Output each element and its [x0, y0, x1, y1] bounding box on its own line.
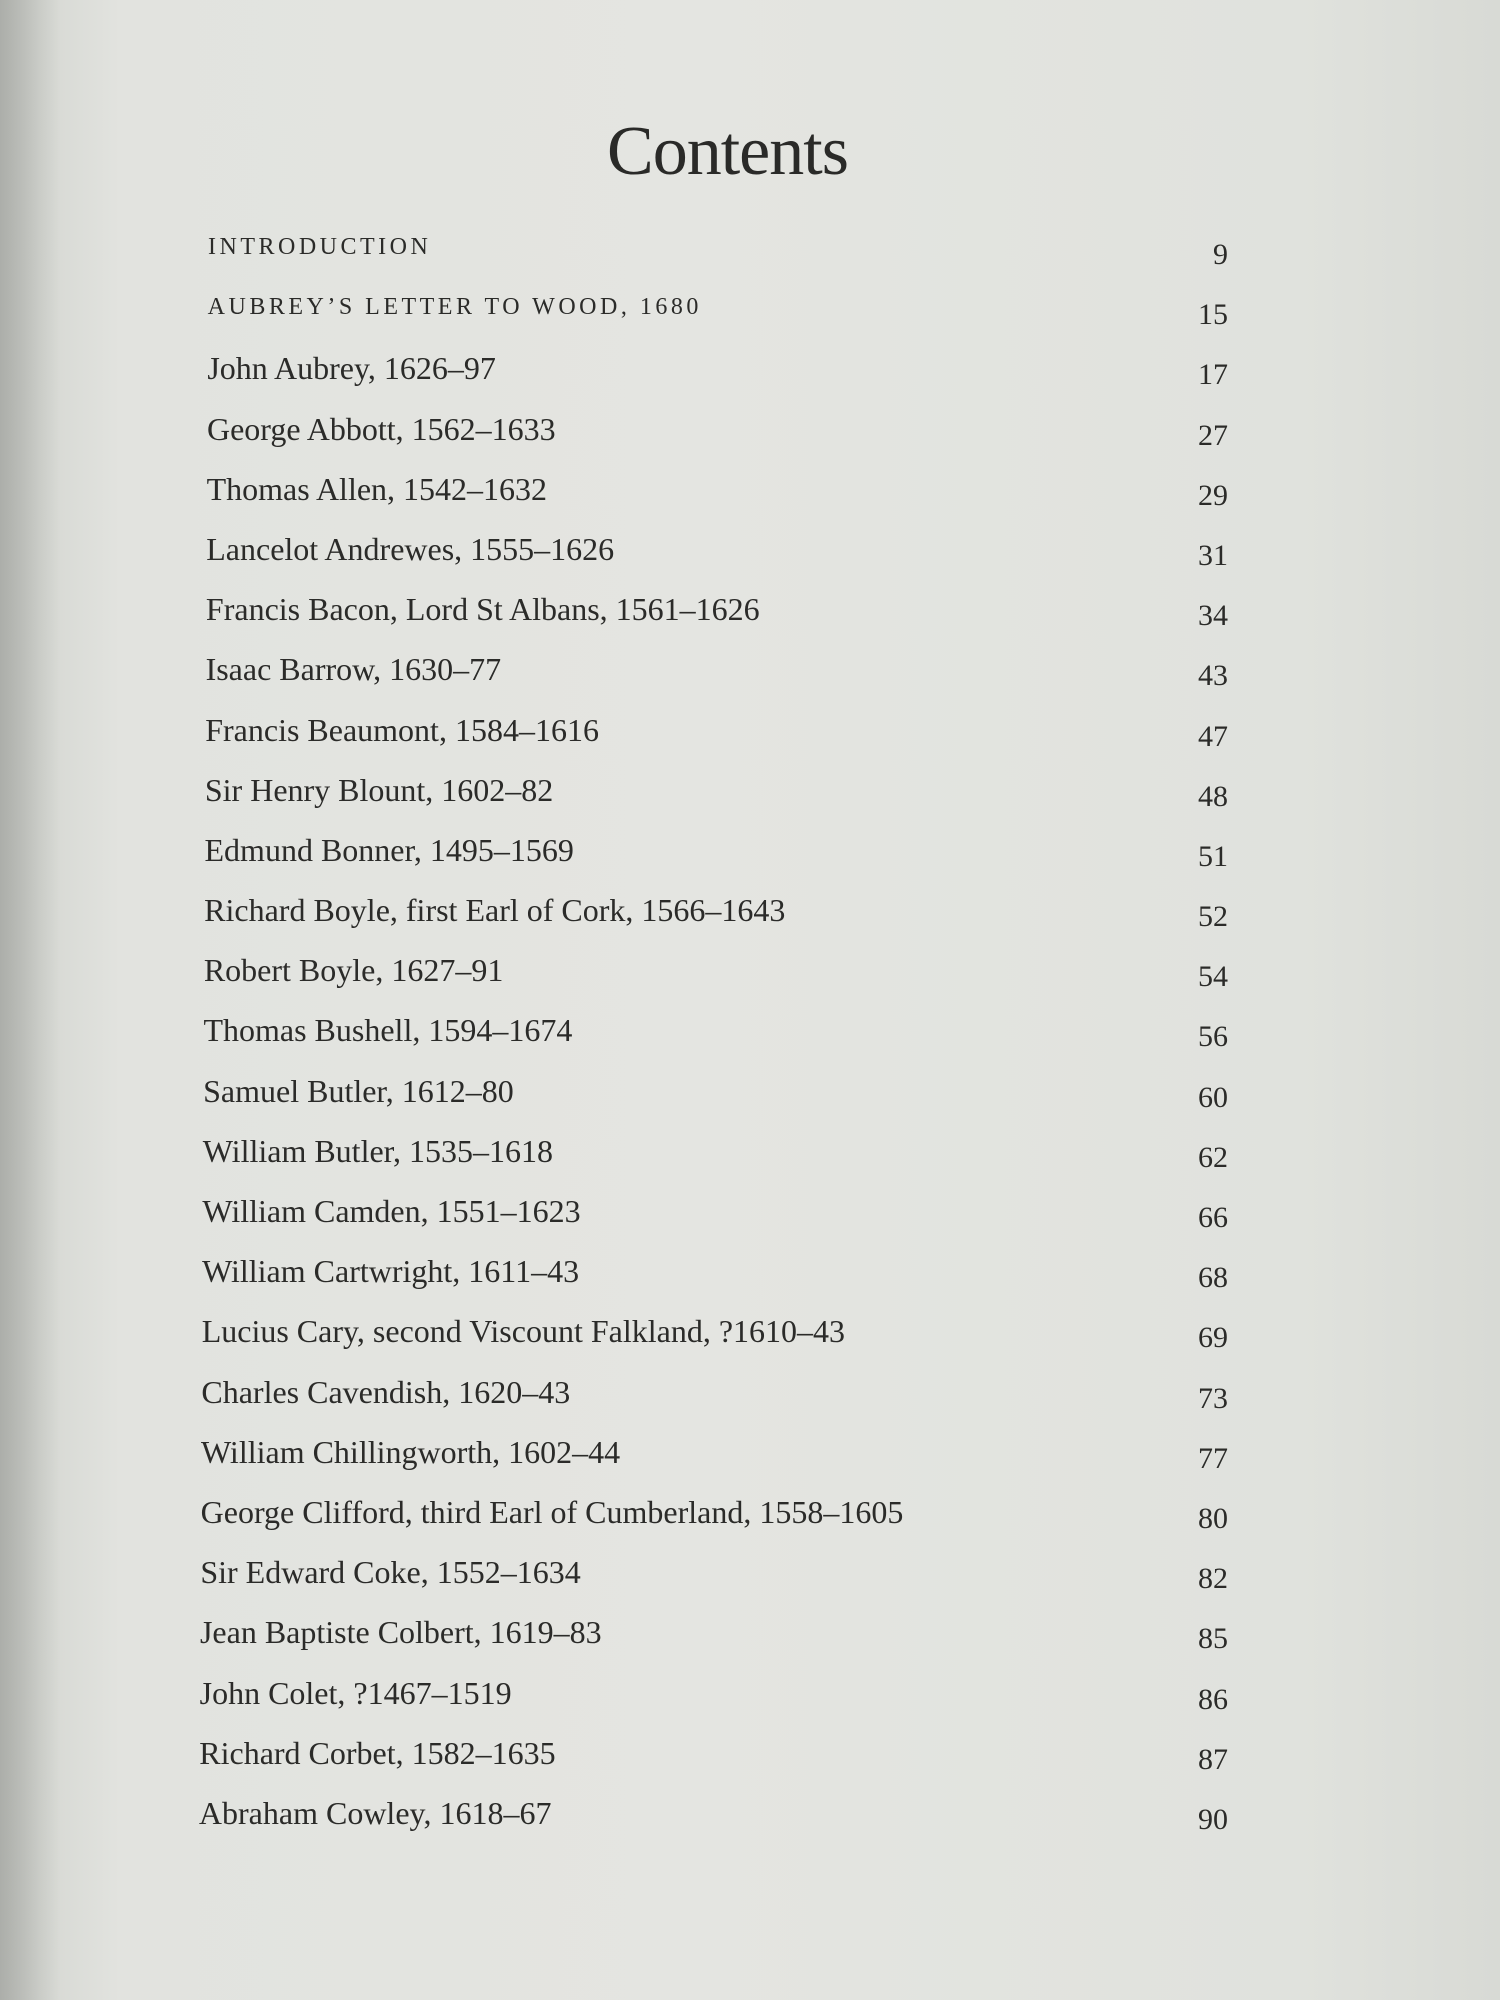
- toc-entry: [201, 1374, 1228, 1434]
- toc-entry: [207, 411, 1228, 471]
- toc-page-number: 27: [1198, 418, 1228, 452]
- toc-page-number: 86: [1198, 1682, 1228, 1716]
- toc-entry-title: Francis Bacon, Lord St Albans, 1561–1626: [205, 591, 760, 628]
- toc-entry: [208, 290, 1228, 350]
- toc-page-number: 62: [1198, 1140, 1228, 1174]
- toc-entry: [203, 1012, 1228, 1072]
- page-title: Contents: [607, 113, 848, 190]
- toc-entry-title: Lucius Cary, second Viscount Falkland, ?1610–43: [201, 1313, 846, 1350]
- toc-entry: [203, 1073, 1228, 1133]
- toc-entry: [202, 1193, 1228, 1253]
- toc-page-number: 69: [1198, 1321, 1228, 1355]
- toc-entry: [204, 892, 1228, 952]
- toc-page-number: 73: [1198, 1381, 1228, 1415]
- toc-page-number: 80: [1198, 1501, 1228, 1535]
- toc-page-number: 87: [1198, 1742, 1228, 1776]
- toc-entry: [207, 471, 1228, 531]
- toc-entry-title: William Butler, 1535–1618: [202, 1132, 554, 1169]
- toc-page-number: 54: [1198, 960, 1228, 994]
- toc-entry-title: Francis Beaumont, 1584–1616: [205, 711, 599, 748]
- toc-entry-title: Samuel Butler, 1612–80: [203, 1072, 514, 1109]
- toc-entry-title: William Camden, 1551–1623: [202, 1193, 581, 1229]
- toc-entry: [205, 712, 1228, 772]
- toc-entry: [200, 1554, 1228, 1614]
- toc-entry-title: Abraham Cowley, 1618–67: [198, 1794, 552, 1831]
- toc-entry-title: George Abbott, 1562–1633: [206, 410, 556, 447]
- toc-entry-title: William Chillingworth, 1602–44: [201, 1433, 621, 1470]
- toc-entry: [205, 772, 1228, 832]
- toc-entry: [206, 531, 1228, 591]
- toc-page-number: 90: [1198, 1802, 1228, 1836]
- toc-entry-title: Richard Corbet, 1582–1635: [199, 1734, 556, 1771]
- toc-page-number: 48: [1198, 779, 1228, 813]
- toc-page-number: 68: [1198, 1261, 1228, 1295]
- toc-page-number: 31: [1198, 538, 1228, 572]
- toc-entry: [205, 832, 1229, 892]
- gutter-shadow: [0, 0, 60, 2000]
- toc-page-number: 77: [1198, 1441, 1228, 1475]
- toc-page-number: 52: [1198, 900, 1228, 934]
- toc-page-number: 15: [1198, 298, 1228, 332]
- toc-entry: [200, 1675, 1228, 1735]
- toc-entry-title: John Colet, ?1467–1519: [199, 1674, 512, 1711]
- toc-entry: [203, 1133, 1228, 1193]
- toc-entry-title: AUBREY’S LETTER TO WOOD, 1680: [207, 294, 702, 321]
- toc-page-number: 47: [1198, 719, 1228, 753]
- toc-entry-title: Sir Edward Coke, 1552–1634: [200, 1554, 581, 1591]
- toc-entry-title: Thomas Allen, 1542–1632: [206, 470, 548, 507]
- toc-entry-title: Sir Henry Blount, 1602–82: [204, 771, 554, 808]
- toc-page-number: 34: [1198, 599, 1228, 633]
- toc-page-number: 51: [1198, 839, 1228, 873]
- toc-entry-title: Richard Boyle, first Earl of Cork, 1566–1643: [204, 892, 786, 929]
- toc-entry-title: Isaac Barrow, 1630–77: [205, 651, 502, 688]
- toc-entry: [202, 1313, 1228, 1373]
- toc-entry: [201, 1494, 1228, 1554]
- toc-entry: [199, 1735, 1228, 1795]
- toc-entry-title: William Cartwright, 1611–43: [202, 1253, 580, 1290]
- toc-entry: [202, 1253, 1228, 1313]
- toc-entry-title: Jean Baptiste Colbert, 1619–83: [199, 1614, 602, 1651]
- toc-entry: [204, 952, 1228, 1012]
- toc-entry: [200, 1614, 1228, 1674]
- toc-entry-title: Charles Cavendish, 1620–43: [201, 1373, 571, 1410]
- toc-entry: [201, 1434, 1228, 1494]
- toc-entry-title: George Clifford, third Earl of Cumberland, 1558–1605: [200, 1493, 904, 1530]
- toc-entry-title: Thomas Bushell, 1594–1674: [203, 1012, 573, 1049]
- toc-page-number: 85: [1198, 1622, 1228, 1656]
- toc-page-number: 43: [1198, 659, 1228, 693]
- table-of-contents: [198, 230, 1228, 1855]
- toc-entry-title: Lancelot Andrewes, 1555–1626: [206, 530, 615, 567]
- toc-page-number: 82: [1198, 1562, 1228, 1596]
- toc-entry: [207, 350, 1228, 410]
- toc-entry-title: John Aubrey, 1626–97: [207, 350, 496, 387]
- toc-page-number: 29: [1198, 478, 1228, 512]
- toc-page-number: 60: [1198, 1080, 1228, 1114]
- toc-entry-title: Edmund Bonner, 1495–1569: [204, 831, 574, 868]
- toc-page-number: 56: [1198, 1020, 1228, 1054]
- toc-page-number: 66: [1198, 1201, 1228, 1234]
- toc-entry: [208, 230, 1228, 290]
- toc-entry: [206, 651, 1228, 711]
- toc-entry-title: Robert Boyle, 1627–91: [203, 952, 504, 989]
- toc-entry-title: INTRODUCTION: [208, 234, 432, 260]
- toc-entry: [206, 591, 1228, 651]
- toc-page-number: 17: [1198, 358, 1228, 392]
- toc-page-number: 9: [1213, 238, 1228, 271]
- toc-entry: [199, 1795, 1228, 1855]
